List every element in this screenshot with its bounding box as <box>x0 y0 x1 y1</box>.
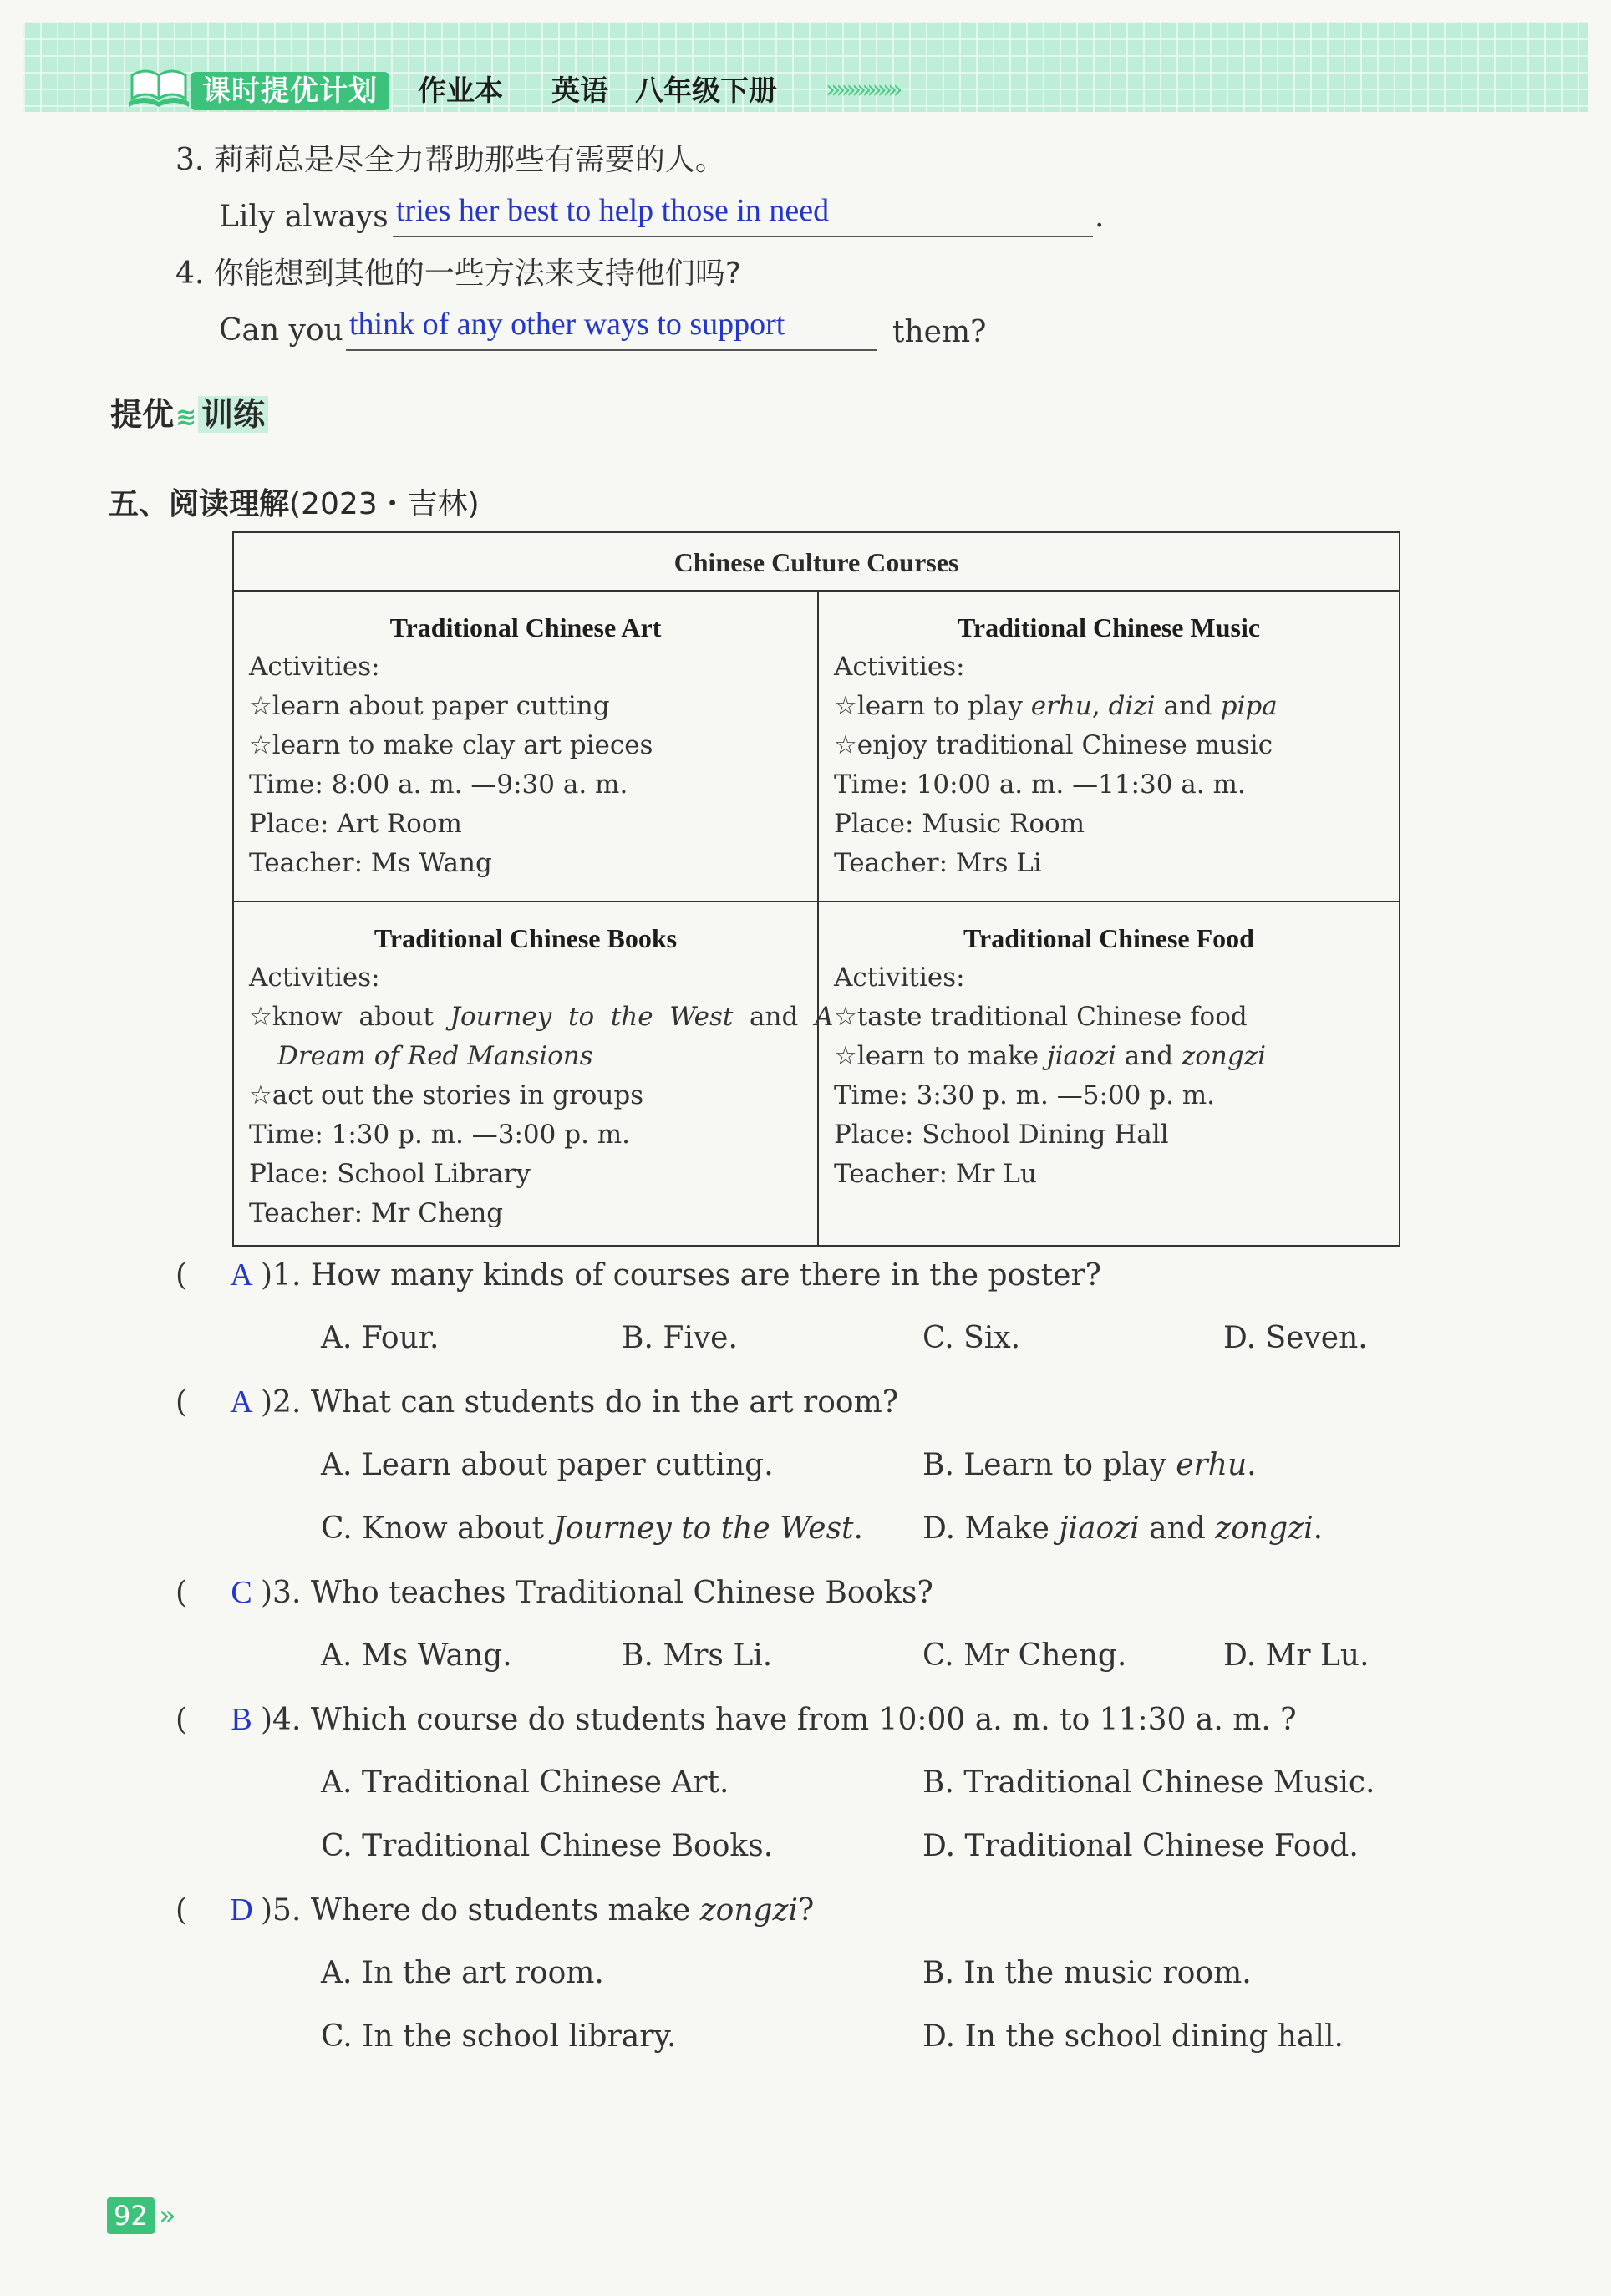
activity-item-continued: Dream of Red Mansions <box>277 1041 593 1071</box>
question-text: Who teaches Traditional Chinese Books? <box>310 1576 933 1610</box>
option-a[interactable]: A. Learn about paper cutting. <box>321 1448 774 1482</box>
course-title: Traditional Chinese Music <box>957 612 1261 643</box>
activities-label: Activities: <box>249 652 380 682</box>
grade: 八年级下册 <box>635 74 777 108</box>
handwritten-answer: tries her best to help those in need <box>396 193 830 228</box>
mcq-question-1 <box>175 1257 1101 1294</box>
paren-open: ( <box>175 1576 188 1610</box>
part-heading: 五、阅读理解 <box>109 487 290 521</box>
open-book-icon <box>125 69 192 110</box>
question-4-chinese <box>175 256 741 292</box>
option-a[interactable]: A. Four. <box>321 1321 440 1355</box>
option-c[interactable]: C. In the school library. <box>321 2019 677 2054</box>
option-a[interactable]: A. Ms Wang. <box>321 1638 512 1673</box>
course-place: Place: School Library <box>249 1159 531 1189</box>
poster-title: Chinese Culture Courses <box>234 533 1399 592</box>
poster-grid <box>234 592 1399 1245</box>
answer-blank[interactable] <box>346 349 877 351</box>
option-d[interactable]: D. Seven. <box>1223 1321 1368 1355</box>
course-place: Place: Art Room <box>249 809 462 839</box>
course-food <box>819 902 1399 1194</box>
answer-key: A <box>230 1257 253 1293</box>
activity-item: ☆learn to play erhu, dizi and pipa <box>834 691 1278 721</box>
answer-key: D <box>230 1892 253 1928</box>
option-a[interactable]: A. Traditional Chinese Art. <box>321 1765 729 1800</box>
course-title: Traditional Chinese Books <box>374 923 678 953</box>
question-number: )5. <box>261 1893 302 1928</box>
answer-key: B <box>231 1702 252 1737</box>
chinese-sentence: 你能想到其他的一些方法来支持他们吗? <box>213 257 741 291</box>
section-title-a: 提优 <box>110 396 175 433</box>
question-number: )4. <box>261 1703 302 1737</box>
question-text: Which course do students have from 10:00 a. m. to 11:30 a. m. ? <box>310 1703 1297 1737</box>
part-source: (2023・吉林) <box>289 487 480 521</box>
option-d[interactable]: D. Traditional Chinese Food. <box>922 1829 1359 1863</box>
paren-open: ( <box>175 1258 188 1293</box>
paren-open: ( <box>175 1385 188 1420</box>
course-title: Traditional Chinese Food <box>963 923 1254 953</box>
question-text: What can students do in the art room? <box>310 1385 899 1420</box>
course-place: Place: School Dining Hall <box>834 1120 1169 1150</box>
option-b[interactable]: B. Mrs Li. <box>622 1638 773 1673</box>
course-books <box>234 902 834 1233</box>
course-poster <box>232 531 1400 1247</box>
option-a[interactable]: A. In the art room. <box>321 1956 604 1990</box>
question-4-prefix: Can you <box>219 313 343 348</box>
course-teacher: Teacher: Mrs Li <box>834 848 1042 878</box>
chevrons-decoration: »»»»»»» <box>826 75 898 104</box>
option-b[interactable]: B. Traditional Chinese Music. <box>922 1765 1375 1800</box>
option-c[interactable]: C. Mr Cheng. <box>922 1638 1127 1673</box>
option-c[interactable]: C. Six. <box>922 1321 1021 1355</box>
course-music <box>819 592 1399 883</box>
course-time: Time: 3:30 p. m. —5:00 p. m. <box>834 1080 1216 1110</box>
activities-label: Activities: <box>834 963 965 993</box>
section-title-b: 训练 <box>198 396 268 433</box>
option-b[interactable]: B. Five. <box>622 1321 738 1355</box>
page-arrow-icon: » <box>159 2199 176 2233</box>
chinese-sentence: 莉莉总是尽全力帮助那些有需要的人。 <box>213 143 725 177</box>
course-time: Time: 8:00 a. m. —9:30 a. m. <box>249 770 628 800</box>
paren-open: ( <box>175 1703 188 1737</box>
activity-item: ☆enjoy traditional Chinese music <box>834 730 1273 760</box>
question-number: )1. <box>261 1258 302 1293</box>
handwritten-answer: think of any other ways to support <box>349 307 785 342</box>
answer-key: C <box>231 1575 252 1610</box>
activity-item: ☆learn to make jiaozi and zongzi <box>834 1041 1266 1071</box>
section-title <box>110 391 268 441</box>
option-c[interactable]: C. Traditional Chinese Books. <box>321 1829 774 1863</box>
page-number: 92 <box>107 2197 155 2234</box>
course-art <box>234 592 817 883</box>
course-teacher: Teacher: Mr Lu <box>834 1159 1037 1189</box>
paren-open: ( <box>175 1893 188 1928</box>
mcq-question-5 <box>175 1892 814 1929</box>
answer-key: A <box>230 1384 253 1420</box>
activity-item: ☆know about Journey to the West and A <box>249 1002 834 1032</box>
wave-icon: ≋ <box>175 403 197 432</box>
mcq-question-4 <box>175 1701 1297 1739</box>
activity-item: ☆act out the stories in groups <box>249 1080 644 1110</box>
part-title <box>109 485 480 525</box>
activity-item: ☆learn to make clay art pieces <box>249 730 653 760</box>
subject: 英语 <box>551 74 608 108</box>
activities-label: Activities: <box>249 963 380 993</box>
course-teacher: Teacher: Ms Wang <box>249 848 492 878</box>
option-d[interactable]: D. Mr Lu. <box>1223 1638 1370 1673</box>
question-3-prefix: Lily always <box>219 200 389 234</box>
mcq-question-2 <box>175 1384 898 1421</box>
course-time: Time: 10:00 a. m. —11:30 a. m. <box>834 770 1246 800</box>
question-text: How many kinds of courses are there in the poster? <box>310 1258 1101 1293</box>
activity-item: ☆learn about paper cutting <box>249 691 610 721</box>
mcq-question-3 <box>175 1574 933 1612</box>
option-b[interactable]: B. In the music room. <box>922 1956 1252 1990</box>
option-d[interactable]: D. Make jiaozi and zongzi. <box>922 1511 1324 1546</box>
activities-label: Activities: <box>834 652 965 682</box>
course-time: Time: 1:30 p. m. —3:00 p. m. <box>249 1120 631 1150</box>
answer-blank[interactable] <box>393 236 1093 237</box>
question-text: Where do students make zongzi? <box>310 1893 815 1928</box>
option-b[interactable]: B. Learn to play erhu. <box>922 1448 1257 1482</box>
course-place: Place: Music Room <box>834 809 1085 839</box>
question-number: )2. <box>261 1385 302 1420</box>
question-number: 3. <box>175 143 205 177</box>
brand-label: 课时提优计划 <box>191 72 389 110</box>
activity-item: ☆taste traditional Chinese food <box>834 1002 1248 1032</box>
option-c[interactable]: C. Know about Journey to the West. <box>321 1511 863 1546</box>
question-4-suffix: them? <box>892 315 987 349</box>
question-number: )3. <box>261 1576 302 1610</box>
book-type: 作业本 <box>418 74 503 108</box>
option-d[interactable]: D. In the school dining hall. <box>922 2019 1344 2054</box>
question-number: 4. <box>175 257 205 291</box>
course-title: Traditional Chinese Art <box>389 612 662 643</box>
course-teacher: Teacher: Mr Cheng <box>249 1198 504 1228</box>
question-3-chinese <box>175 142 725 179</box>
question-3-suffix: . <box>1095 200 1105 234</box>
